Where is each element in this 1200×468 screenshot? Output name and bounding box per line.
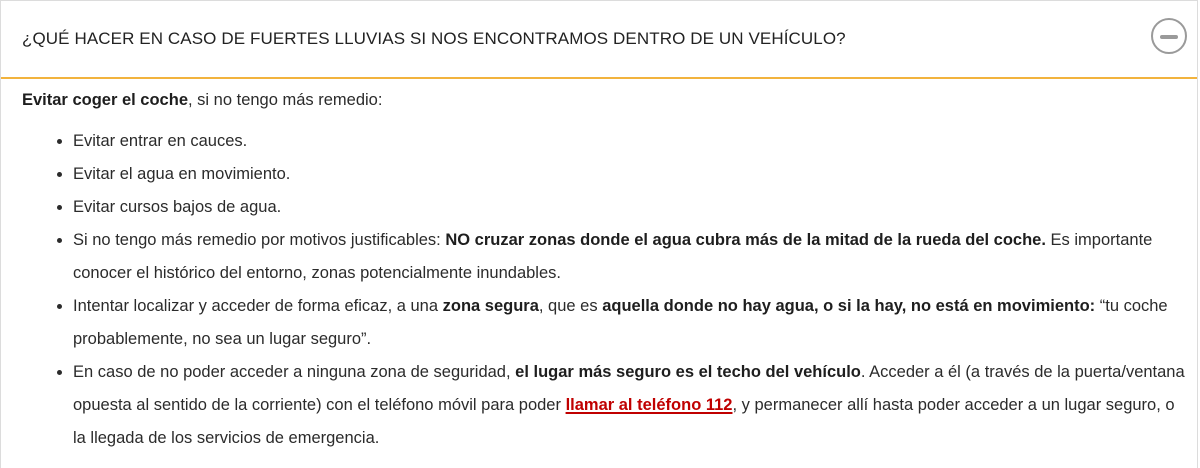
call-112-link[interactable]: llamar al teléfono 112 <box>565 396 733 414</box>
list-item <box>73 290 1197 356</box>
item-text: . Acceder a él (a través de la puerta/ventana opuesta al sentido de la corriente) con el teléfono móvil para poder <box>73 363 1185 414</box>
list-item <box>73 125 1197 158</box>
item-strong: el lugar más seguro es el techo del vehículo <box>515 363 861 381</box>
list-item <box>73 191 1197 224</box>
list-item <box>73 356 1197 455</box>
item-strong: NO cruzar zonas donde el agua cubra más de la mitad de la rueda del coche. <box>445 231 1046 249</box>
item-text: , y permanecer allí hasta poder acceder a un lugar seguro, o la llegada de los servicios de emergencia. <box>73 396 1175 447</box>
item-strong: zona segura <box>442 297 539 315</box>
accordion-header[interactable] <box>1 0 1197 79</box>
item-text: “tu coche probablemente, no sea un lugar seguro”. <box>73 297 1168 348</box>
accordion-content <box>1 79 1197 455</box>
item-text: Evitar entrar en cauces. <box>73 132 248 150</box>
minus-icon <box>1160 35 1178 39</box>
advice-list <box>22 125 1197 455</box>
accordion-title[interactable]: ¿QUÉ HACER EN CASO DE FUERTES LLUVIAS SI NOS ENCONTRAMOS DENTRO DE UN VEHÍCULO? <box>22 29 846 48</box>
item-text: Intentar localizar y acceder de forma eficaz, a una <box>73 297 443 315</box>
collapse-toggle-button[interactable] <box>1151 18 1187 54</box>
list-item <box>73 224 1197 290</box>
item-text: Si no tengo más remedio por motivos justificables: <box>73 231 446 249</box>
item-text: Es importante conocer el histórico del entorno, zonas potencialmente inundables. <box>73 231 1153 282</box>
intro-strong: Evitar coger el coche <box>22 91 188 109</box>
list-item <box>73 158 1197 191</box>
item-text: Evitar el agua en movimiento. <box>73 165 291 183</box>
item-text: , que es <box>538 297 603 315</box>
item-text: En caso de no poder acceder a ninguna zona de seguridad, <box>73 363 516 381</box>
item-strong: aquella donde no hay agua, o si la hay, no está en movimiento: <box>602 297 1096 315</box>
intro-rest: , si no tengo más remedio: <box>188 91 383 109</box>
item-text: Evitar cursos bajos de agua. <box>73 198 282 216</box>
intro-paragraph <box>22 89 1197 111</box>
